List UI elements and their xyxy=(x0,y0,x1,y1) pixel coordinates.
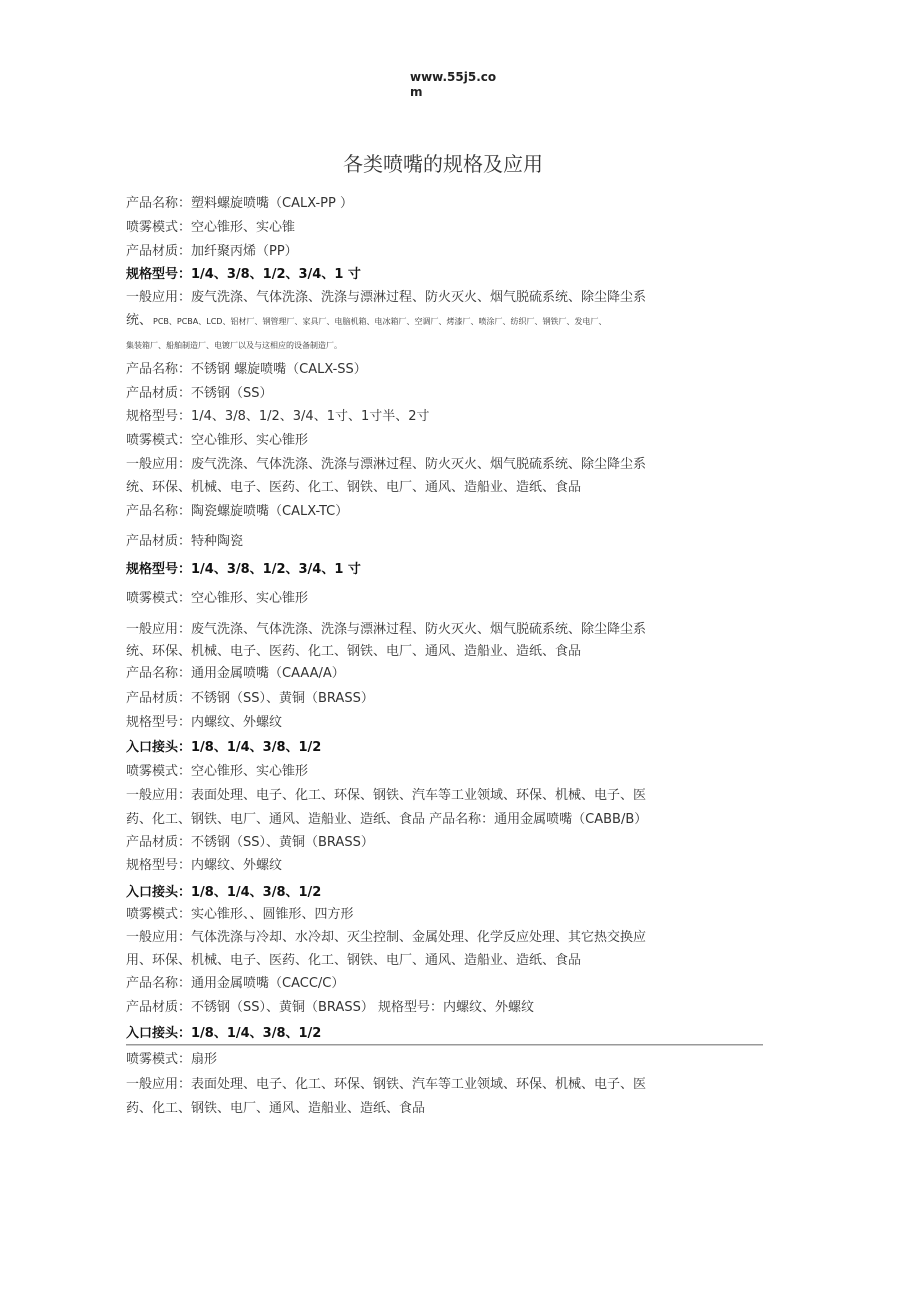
text-line: 药、化工、钢铁、电厂、通风、造船业、造纸、食品 产品名称：通用金属喷嘴（CABB/B） xyxy=(126,812,648,827)
text-line: 产品材质：不锈钢（SS）、黄铜（BRASS） 规格型号：内螺纹、外螺纹 xyxy=(126,1000,534,1015)
text-line: 产品名称：不锈钢 螺旋喷嘴（CALX-SS） xyxy=(126,362,367,377)
text-line: 喷雾模式：空心锥形、实心锥 xyxy=(126,220,296,235)
text-line: 产品材质：特种陶瓷 xyxy=(126,534,244,549)
text-line: 产品名称：通用金属喷嘴（CACC/C） xyxy=(126,976,345,991)
text-line: 产品材质：不锈钢（SS）、黄铜（BRASS） xyxy=(126,691,374,706)
text-line: 一般应用：表面处理、电子、化工、环保、钢铁、汽车等工业领域、环保、机械、电子、医 xyxy=(126,788,647,803)
text-line-small: PCB、PCBA、LCD、铝材厂、钢管理厂、家具厂、电脑机箱、电冰箱厂、空调厂、烤漆厂、喷涂厂、纺织厂、钢铁厂、发电厂、 xyxy=(153,317,607,326)
divider xyxy=(126,1044,763,1046)
text-line: 产品名称：塑料螺旋喷嘴（CALX-PP ） xyxy=(126,196,353,211)
text-line: 药、化工、钢铁、电厂、通风、造船业、造纸、食品 xyxy=(126,1101,426,1116)
text-line: 规格型号：1/4、3/8、1/2、3/4、1 寸 xyxy=(126,267,361,282)
text-line: 统、 xyxy=(126,313,153,328)
text-line: 喷雾模式：实心锥形、、圆锥形、四方形 xyxy=(126,907,354,922)
page-title: 各类喷嘴的规格及应用 xyxy=(343,152,543,176)
text-line: 规格型号：1/4、3/8、1/2、3/4、1寸、1寸半、2寸 xyxy=(126,409,430,424)
text-line: 统、环保、机械、电子、医药、化工、钢铁、电厂、通风、造船业、造纸、食品 xyxy=(126,644,582,659)
text-line: 产品材质：加纤聚丙烯（PP） xyxy=(126,244,298,259)
text-line: 产品名称：陶瓷螺旋喷嘴（CALX-TC） xyxy=(126,504,349,519)
text-line: 入口接头：1/8、1/4、3/8、1/2 xyxy=(126,740,322,755)
text-line: 喷雾模式：空心锥形、实心锥形 xyxy=(126,591,309,606)
text-line: 规格型号：内螺纹、外螺纹 xyxy=(126,858,283,873)
site-url-line2: m xyxy=(410,85,423,99)
text-line: 喷雾模式：扇形 xyxy=(126,1052,218,1067)
text-line: 规格型号：内螺纹、外螺纹 xyxy=(126,715,283,730)
text-line: 产品材质：不锈钢（SS） xyxy=(126,386,273,401)
text-line: 一般应用：废气洗涤、气体洗涤、洗涤与漂淋过程、防火灭火、烟气脱硫系统、除尘降尘系 xyxy=(126,457,647,472)
text-line: 喷雾模式：空心锥形、实心锥形 xyxy=(126,764,309,779)
text-line: 一般应用：废气洗涤、气体洗涤、洗涤与漂淋过程、防火灭火、烟气脱硫系统、除尘降尘系 xyxy=(126,290,647,305)
text-line-small: 集装箱厂、船舶制造厂、电镀厂以及与这相应的设备制造厂。 xyxy=(126,341,342,350)
text-line: 规格型号：1/4、3/8、1/2、3/4、1 寸 xyxy=(126,562,361,577)
text-line: 一般应用：气体洗涤与冷却、水冷却、灭尘控制、金属处理、化学反应处理、其它热交换应 xyxy=(126,930,647,945)
site-url xyxy=(410,70,500,100)
text-line: 用、环保、机械、电子、医药、化工、钢铁、电厂、通风、造船业、造纸、食品 xyxy=(126,953,582,968)
text-line: 产品名称：通用金属喷嘴（CAAA/A） xyxy=(126,666,345,681)
text-line: 产品材质：不锈钢（SS）、黄铜（BRASS） xyxy=(126,835,374,850)
text-line: 入口接头：1/8、1/4、3/8、1/2 xyxy=(126,1026,322,1041)
text-line: 入口接头：1/8、1/4、3/8、1/2 xyxy=(126,885,322,900)
text-line: 一般应用：表面处理、电子、化工、环保、钢铁、汽车等工业领域、环保、机械、电子、医 xyxy=(126,1077,647,1092)
text-line: 一般应用：废气洗涤、气体洗涤、洗涤与漂淋过程、防火灭火、烟气脱硫系统、除尘降尘系 xyxy=(126,622,647,637)
text-line: 统、环保、机械、电子、医药、化工、钢铁、电厂、通风、造船业、造纸、食品 xyxy=(126,480,582,495)
text-line: 喷雾模式：空心锥形、实心锥形 xyxy=(126,433,309,448)
site-url-line1: www.55j5.co xyxy=(410,70,497,84)
